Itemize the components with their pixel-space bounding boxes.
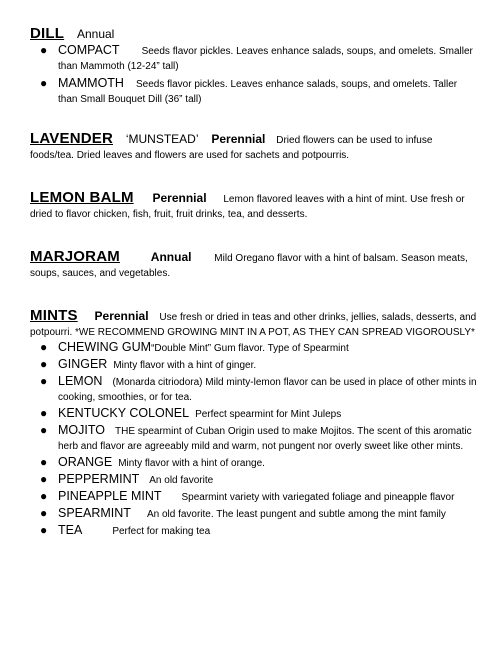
item-desc: An old favorite. The least pungent and subtle among the mint family (146, 509, 446, 520)
list-item (30, 489, 478, 505)
section-lavender (30, 131, 478, 163)
bullet-icon: ● (40, 489, 48, 503)
heading-lavender: LAVENDER (30, 130, 113, 147)
section-lemon-balm (30, 190, 478, 222)
item-desc: “Double Mint” Gum flavor. Type of Spearmint (151, 343, 349, 354)
item-name: SPEARMINT (58, 506, 131, 520)
item-name: TEA (58, 523, 83, 537)
tag-dill: Annual (76, 27, 115, 41)
item-name: MOJITO (58, 423, 105, 437)
item-desc: Minty flavor with a hint of ginger. (113, 360, 257, 371)
section-dill (30, 26, 478, 107)
bullet-icon: ● (40, 43, 48, 57)
item-name: MAMMOTH (58, 76, 124, 90)
section-mints (30, 308, 478, 540)
bullet-icon: ● (40, 455, 48, 469)
item-name: PINEAPPLE MINT (58, 489, 162, 503)
mints-list (30, 340, 478, 539)
list-item (30, 523, 478, 539)
item-desc: Perfect for making tea (112, 526, 211, 537)
item-desc: An old favorite (149, 475, 214, 486)
list-item (30, 506, 478, 522)
item-desc: Perfect spearmint for Mint Juleps (195, 409, 342, 420)
bullet-icon: ● (40, 340, 48, 354)
bullet-icon: ● (40, 506, 48, 520)
item-name: ORANGE (58, 455, 113, 469)
list-item (30, 423, 478, 454)
tag-marjoram: Annual (150, 250, 192, 264)
bullet-icon: ● (40, 423, 48, 437)
item-desc: Seeds flavor pickles. Leaves enhance salads, soups, and omelets. Taller than Small Bouquet Dill (36” tall) (58, 79, 458, 105)
dill-list (30, 43, 478, 107)
bullet-icon: ● (40, 406, 48, 420)
heading-mints: MINTS (30, 307, 78, 324)
bullet-icon: ● (40, 76, 48, 90)
desc-mints: Use fresh or dried in teas and other drinks, jellies, salads, desserts, and potpourri. *WE RECOMMEND GROWING MINT IN A POT, AS THEY CAN SPREAD VIGOROUSLY* (30, 312, 477, 338)
item-desc: THE spearmint of Cuban Origin used to make Mojitos. The scent of this aromatic herb and flavor are agreeably mild and warm, not pungent nor overly sweet like other mints. (58, 426, 472, 452)
bullet-icon: ● (40, 357, 48, 371)
section-header (30, 26, 478, 43)
list-item (30, 340, 478, 356)
list-item (30, 455, 478, 471)
bullet-icon: ● (40, 472, 48, 486)
list-item (30, 472, 478, 488)
item-name: COMPACT (58, 43, 120, 57)
item-name: PEPPERMINT (58, 472, 140, 486)
section-marjoram (30, 249, 478, 281)
item-name: LEMON (58, 374, 103, 388)
desc-lemon-balm: Lemon flavored leaves with a hint of mint. Use fresh or dried to flavor chicken, fish, fruit, fruit drinks, tea, and desserts. (30, 194, 465, 220)
item-desc: Spearmint variety with variegated foliage and pineapple flavor (181, 492, 455, 503)
item-desc: Minty flavor with a hint of orange. (118, 458, 265, 469)
item-name: GINGER (58, 357, 108, 371)
item-desc: (Monarda citriodora) Mild minty-lemon flavor can be used in place of other mints in cooking, smoothies, or for tea. (58, 377, 477, 403)
bullet-icon: ● (40, 374, 48, 388)
tag-lavender: Perennial (211, 132, 266, 146)
list-item (30, 374, 478, 405)
desc-marjoram: Mild Oregano flavor with a hint of balsam. Season meats, soups, sauces, and vegetables. (30, 253, 468, 279)
item-name: CHEWING GUM (58, 340, 152, 354)
heading-lemon-balm: LEMON BALM (30, 189, 134, 206)
list-item (30, 357, 478, 373)
list-item (30, 76, 478, 107)
item-desc: Seeds flavor pickles. Leaves enhance salads, soups, and omelets. Smaller than Mammoth (12-24” tall) (58, 46, 473, 72)
heading-marjoram: MARJORAM (30, 248, 120, 265)
item-name: KENTUCKY COLONEL (58, 406, 190, 420)
list-item (30, 406, 478, 422)
list-item (30, 43, 478, 74)
heading-dill: DILL (30, 25, 65, 42)
variety-lavender: ‘MUNSTEAD’ (125, 132, 199, 146)
tag-lemon-balm: Perennial (152, 191, 207, 205)
tag-mints: Perennial (94, 309, 149, 323)
desc-lavender: Dried flowers can be used to infuse foods/tea. Dried leaves and flowers are used for sachets and potpourris. (30, 135, 433, 161)
mints-intro (30, 308, 478, 340)
bullet-icon: ● (40, 523, 48, 537)
